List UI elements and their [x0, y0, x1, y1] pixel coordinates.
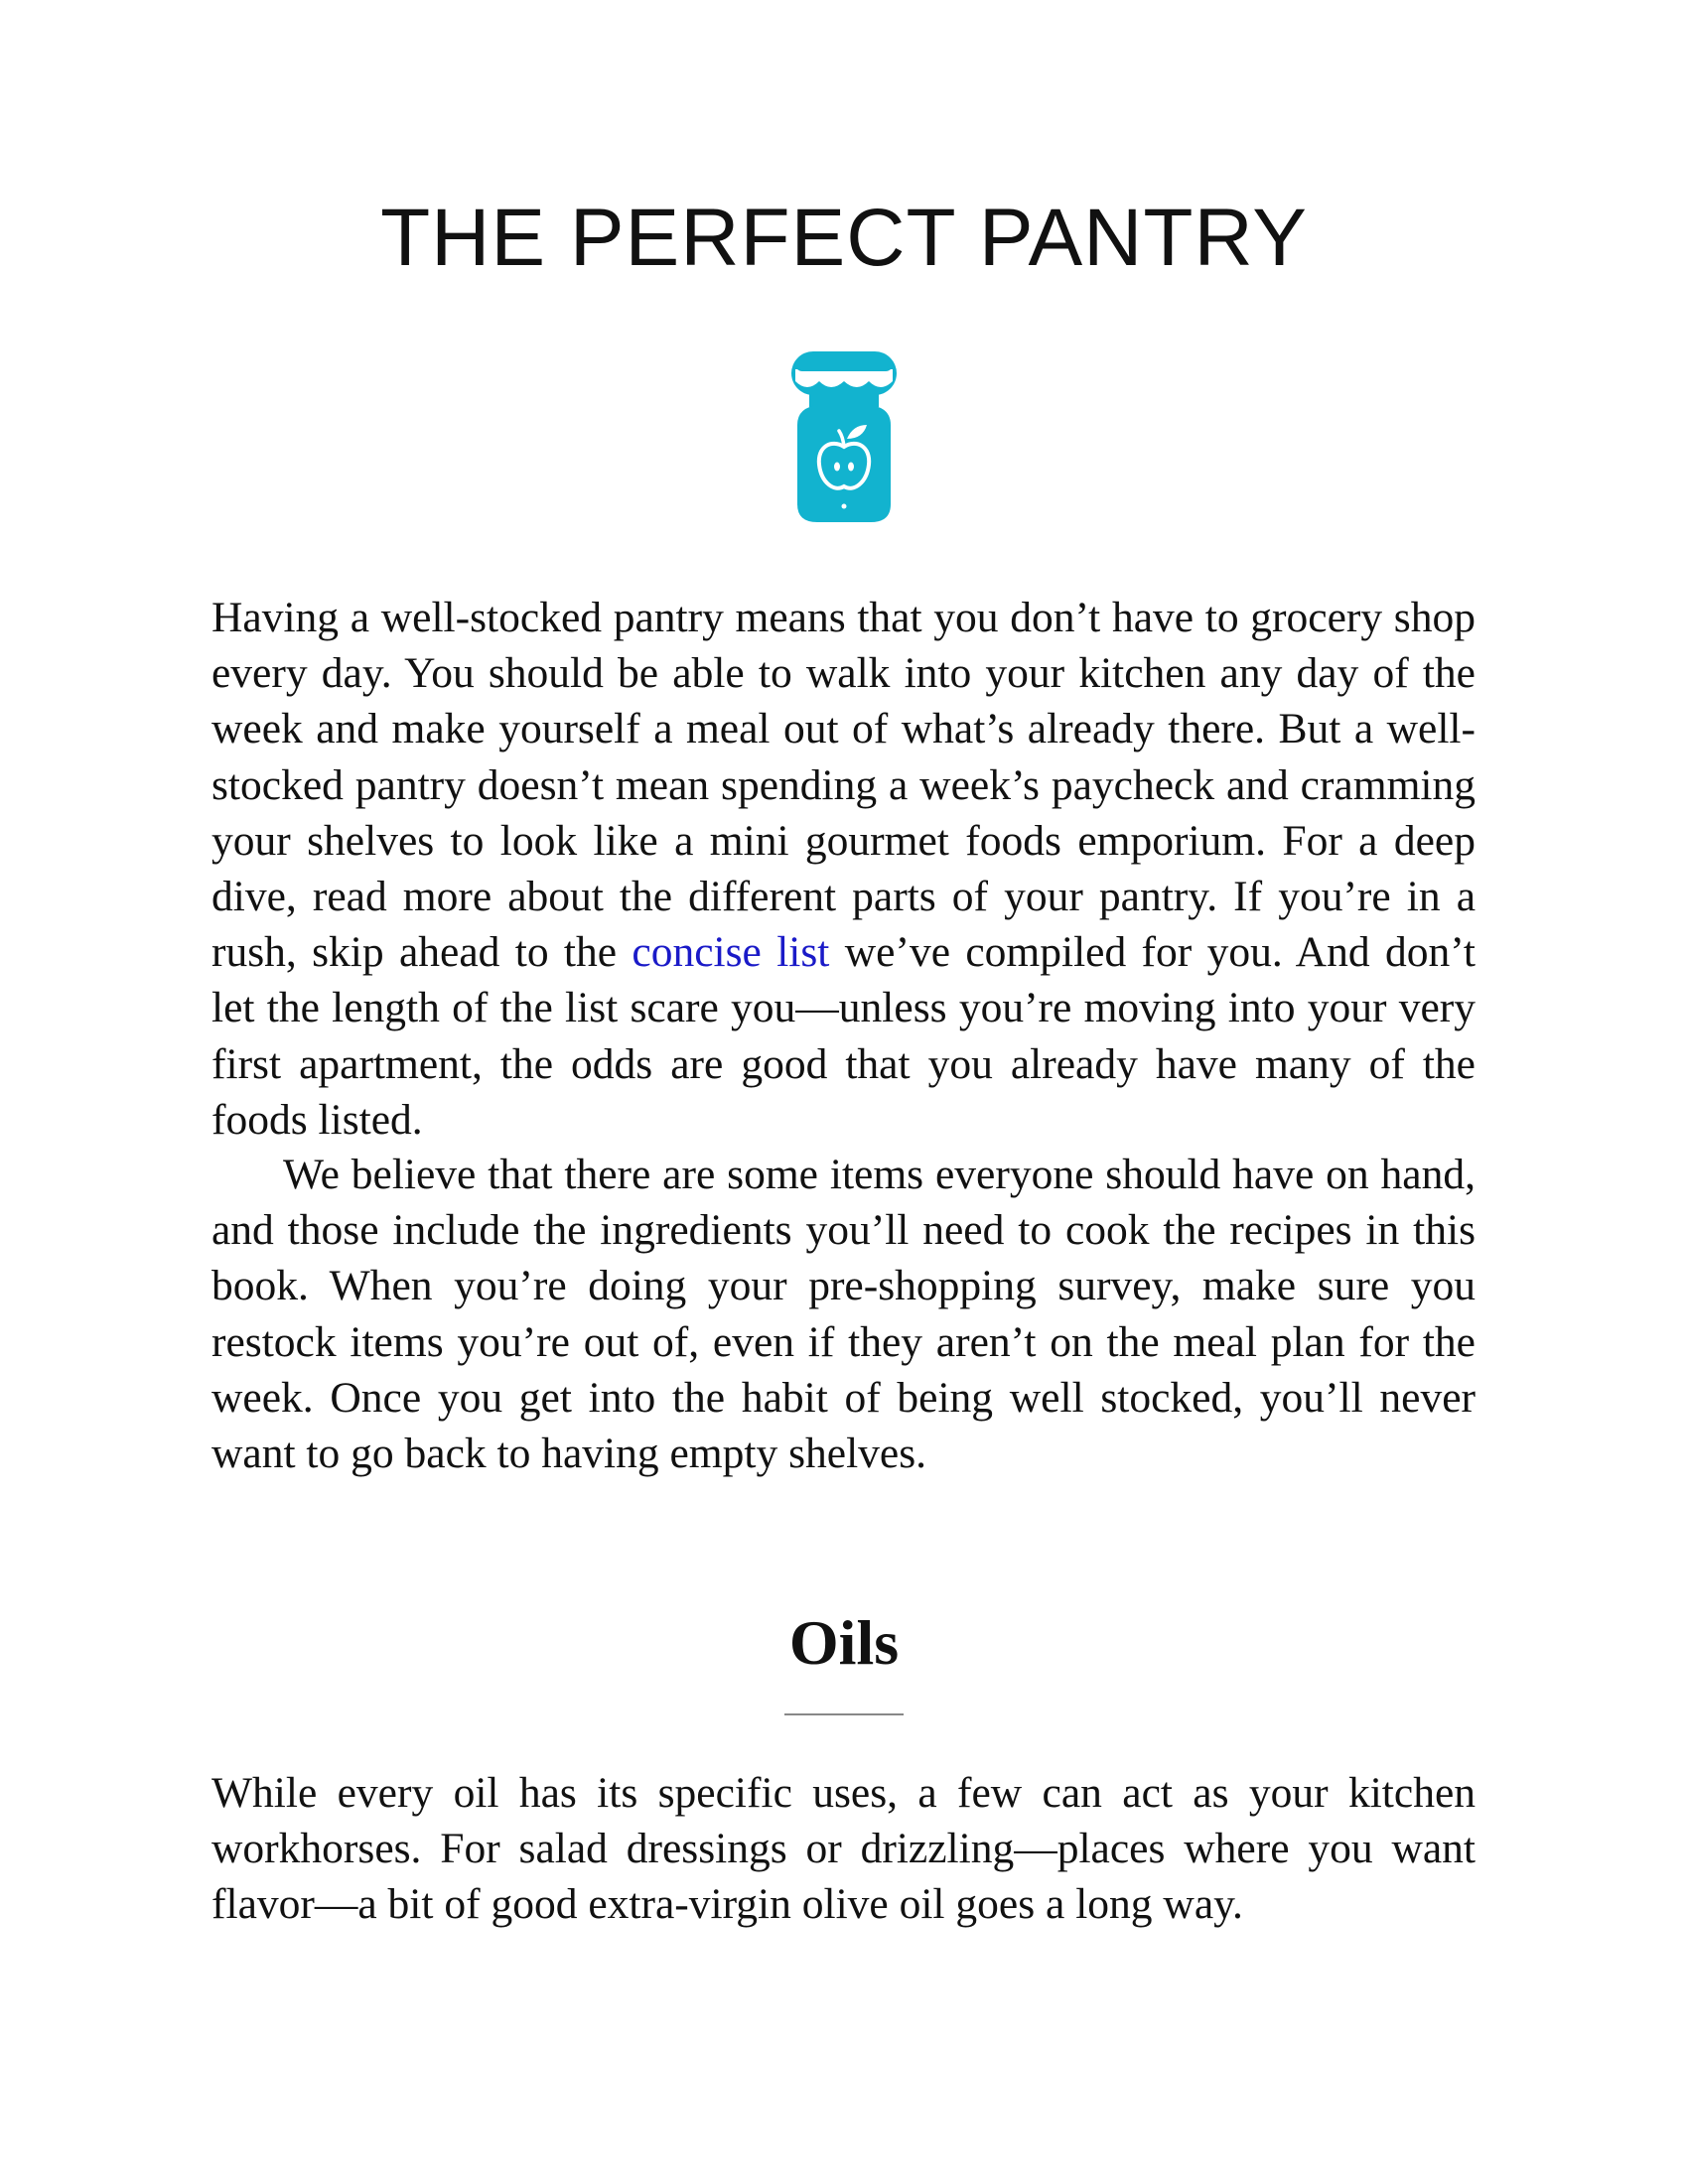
intro-text-start: Having a well-stocked pantry means that you don’t have to grocery shop every day. You should be able to walk into your kitchen any day of the week and make yourself a meal out of what’s already there. But a well-stocked pantry doesn’t mean spending a week’s paycheck and cramming your shelves to look like a mini gourmet foods emporium. For a deep dive, read more about the different parts of your pantry. If you’re in a rush, skip ahead to the	[211, 594, 1476, 977]
oils-paragraph: While every oil has its specific uses, a few can act as your kitchen workhorses. For salad dressings or drizzling—places where you want flavor—a bit of good extra-virgin olive oil goes a long way.	[211, 1769, 1476, 1929]
pantry-jar-apple-icon	[779, 347, 909, 526]
chapter-title: THE PERFECT PANTRY	[380, 193, 1308, 283]
section-heading-oils: Oils	[788, 1607, 900, 1678]
heading-divider	[784, 1713, 904, 1715]
intro-paragraph	[211, 590, 1476, 1148]
second-paragraph: We believe that there are some items everyone should have on hand, and those include the ingredients you’ll need to cook the recipes in this book. When you’re doing your pre-shopping survey, make sure you restock items you’re out of, even if they aren’t on the meal plan for the week. Once you get into the habit of being well stocked, you’ll never want to go back to having empty shelves.	[211, 1151, 1476, 1478]
intro-text-end: we’ve compiled for you. And don’t let the length of the list scare you—unless you’re moving into your very first apartment, the odds are good that you already have many of the foods listed.	[211, 928, 1476, 1144]
concise-list-link[interactable]: concise list	[632, 928, 830, 977]
